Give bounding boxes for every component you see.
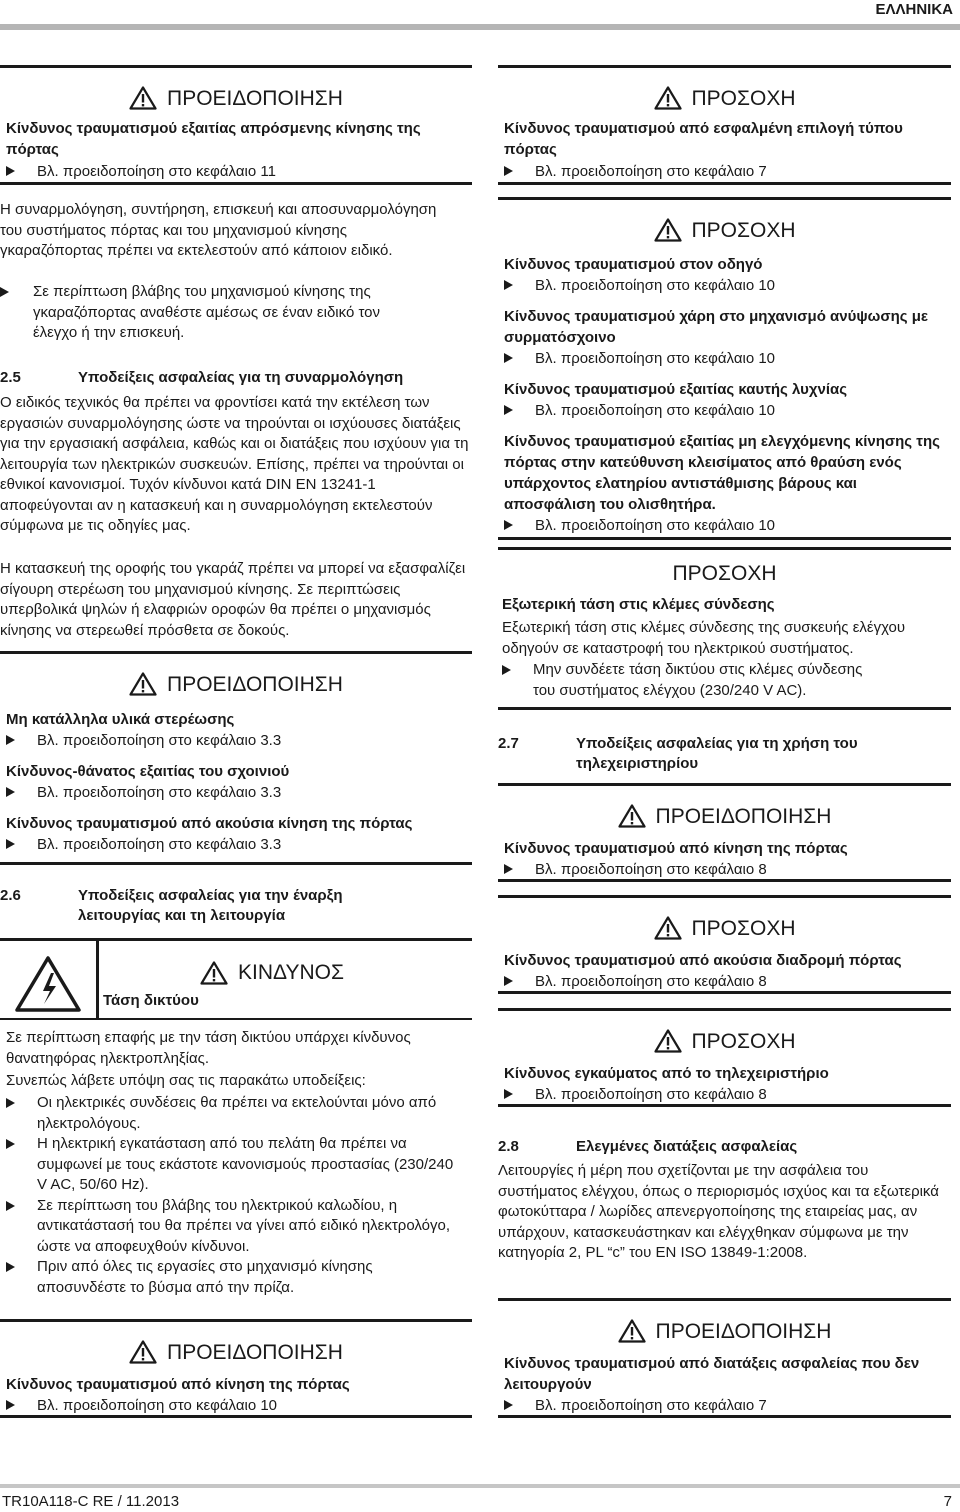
hazard-text: Κίνδυνος εγκαύματος από το τηλεχειριστήριο	[504, 1065, 829, 1082]
header-rule	[0, 24, 960, 30]
arrow-icon	[504, 166, 513, 176]
arrow-icon	[504, 864, 513, 874]
warning-title: ΠΡΟΕΙΔΟΠΟΙΗΣΗ	[167, 1340, 343, 1364]
section-title: Υποδείξεις ασφαλείας για την έναρξη λειτουργίας και τη λειτουργία	[78, 887, 343, 924]
bullet-text: Σε περίπτωση βλάβης του μηχανισμού κίνησης της γκαραζόπορτας αναθέστε αμέσως σε έναν ειδικό τον έλεγχο ή την επισκευή.	[33, 283, 381, 341]
caution-box-door-type	[498, 65, 951, 185]
section-title: Υποδείξεις ασφαλείας για τη χρήση του τηλεχειριστηρίου	[576, 735, 858, 772]
caution-box-unintended-travel	[498, 895, 951, 994]
warning-title: ΠΡΟΕΙΔΟΠΟΙΗΣΗ	[167, 672, 343, 696]
caution-box-burn	[498, 1008, 951, 1107]
reference-text: Βλ. προειδοποίηση στο κεφάλαιο 8	[535, 1086, 767, 1103]
warning-box-moving-door	[0, 65, 472, 185]
danger-rule	[0, 1018, 472, 1020]
hazard-text: Κίνδυνος τραυματισμού στον οδηγό	[504, 256, 763, 273]
list-item: Πριν από όλες τις εργασίες στο μηχανισμό κίνησης αποσυνδέστε το βύσμα από την πρίζα.	[6, 1257, 462, 1298]
reference-text: Βλ. προειδοποίηση στο κεφάλαιο 10	[535, 517, 776, 534]
warning-triangle-icon	[654, 86, 682, 110]
warning-triangle-icon	[618, 1319, 646, 1343]
footer-rule	[0, 1484, 960, 1488]
danger-paragraph-1: Σε περίπτωση επαφής με την τάση δικτύου υπάρχει κίνδυνος θανατηφόρας ηλεκτροπληξίας.	[6, 1029, 411, 1067]
warning-triangle-icon	[654, 1029, 682, 1053]
arrow-icon	[6, 735, 15, 745]
warning-box-mounting	[0, 651, 472, 865]
warning-triangle-icon	[654, 218, 682, 242]
arrow-icon	[6, 1098, 15, 1108]
caution-title: ΠΡΟΣΟΧΗ	[691, 916, 796, 940]
list-item: Οι ηλεκτρικές συνδέσεις θα πρέπει να εκτελούνται μόνο από ηλεκτρολόγους.	[6, 1093, 462, 1134]
hazard-text: Κίνδυνος-θάνατος εξαιτίας του σχοινιού	[6, 763, 290, 780]
section-number: 2.5	[0, 369, 21, 386]
reference-text: Βλ. προειδοποίηση στο κεφάλαιο 7	[535, 1397, 767, 1414]
hazard-text: Κίνδυνος τραυματισμού από ακούσια διαδρομή πόρτας	[504, 952, 902, 969]
list-item: Η ηλεκτρική εγκατάσταση από του πελάτη θα πρέπει να συμφωνεί με τους εκάστοτε κανονισμούς προστασίας (230/240 V AC, 50/60 Hz).	[6, 1134, 462, 1196]
section-number: 2.6	[0, 887, 21, 904]
caution-title: ΠΡΟΣΟΧΗ	[672, 562, 777, 585]
section-2-8-paragraph: Λειτουργίες ή μέρη που σχετίζονται με την ασφάλεια του συστήματος ελέγχου, όπως ο περιορισμός ισχύος και τα εξωτερικά φωτοκύτταρα / λωρίδες απενεργοποίησης της εταιρείας μας, αν υπάρχουν, κατασκευάστηκαν και ελέγχθηκαν σύμφωνα με την κατηγορία 2, PL “c” του EN ISO 13849-1:2008.	[498, 1162, 939, 1261]
reference-text: Βλ. προειδοποίηση στο κεφάλαιο 10	[535, 402, 776, 419]
reference-text: Βλ. προειδοποίηση στο κεφάλαιο 8	[535, 861, 767, 878]
danger-paragraph-2: Συνεπώς λάβετε υπόψη σας τις παρακάτω υποδείξεις:	[6, 1072, 366, 1089]
attention-subtitle: Εξωτερική τάση στις κλέμες σύνδεσης	[502, 596, 775, 613]
arrow-icon	[6, 1201, 15, 1211]
arrow-icon	[504, 1400, 513, 1410]
attention-paragraph: Εξωτερική τάση στις κλέμες σύνδεσης της συσκευής ελέγχου οδηγούν σε καταστροφή του ηλεκτρικού συστήματος.	[502, 619, 906, 657]
list-item: Σε περίπτωση του βλάβης του ηλεκτρικού καλωδίου, η αντικατάστασή του θα πρέπει να γίνει από ειδικό ηλεκτρολόγο, ώστε να αποφευχθούν κίνδυνοι.	[6, 1196, 462, 1258]
attention-bullet: Μην συνδέετε τάση δικτύου στις κλέμες σύνδεσης του συστήματος ελέγχου (230/240 V AC).	[502, 660, 882, 701]
reference-text: Βλ. προειδοποίηση στο κεφάλαιο 11	[37, 163, 276, 180]
hazard-text: Κίνδυνος τραυματισμού εξαιτίας απρόσμενης κίνησης της πόρτας	[6, 120, 421, 158]
intro-bullet	[0, 282, 420, 344]
danger-label: Τάση δικτύου	[103, 992, 199, 1009]
arrow-icon	[6, 787, 15, 797]
arrow-icon	[6, 839, 15, 849]
hazard-text: Μη κατάλληλα υλικά στερέωσης	[6, 711, 235, 728]
arrow-icon	[6, 1139, 15, 1149]
reference-text: Βλ. προειδοποίηση στο κεφάλαιο 10	[535, 350, 776, 367]
arrow-icon	[504, 280, 513, 290]
hazard-text: Κίνδυνος τραυματισμού από εσφαλμένη επιλογή τύπου πόρτας	[504, 120, 903, 158]
section-2-5-paragraph-2: Η κατασκευή της οροφής του γκαράζ πρέπει να μπορεί να εξασφαλίζει σίγουρη στερέωση του μηχανισμού κίνησης. Σε περιπτώσεις υπερβολικά ψηλών ή ελαφριών οροφών θα πρέπει ο μηχανισμός κίνησης να στερεωθεί πρόσθετα σε δοκούς.	[0, 560, 466, 639]
electric-hazard-icon	[14, 955, 82, 1013]
hazard-text: Κίνδυνος τραυματισμού από ακούσια κίνηση της πόρτας	[6, 815, 413, 832]
danger-bullet-list	[6, 1093, 462, 1298]
warning-title: ΠΡΟΕΙΔΟΠΟΙΗΣΗ	[655, 1319, 832, 1343]
document-code: TR10A118-C RE / 11.2013	[2, 1493, 180, 1510]
section-2-6-heading	[0, 886, 472, 926]
reference-text: Βλ. προειδοποίηση στο κεφάλαιο 8	[535, 973, 767, 990]
arrow-icon	[502, 665, 511, 675]
reference-text: Βλ. προειδοποίηση στο κεφάλαιο 3.3	[37, 784, 282, 801]
hazard-text: Κίνδυνος τραυματισμού από κίνηση της πόρτας	[6, 1376, 350, 1393]
warning-triangle-icon	[129, 672, 157, 696]
hazard-text: Κίνδυνος τραυματισμού από διατάξεις ασφαλείας που δεν λειτουργούν	[504, 1355, 920, 1393]
warning-box-safety-devices	[498, 1298, 951, 1418]
reference-text: Βλ. προειδοποίηση στο κεφάλαιο 3.3	[37, 732, 282, 749]
warning-box-remote	[498, 783, 951, 882]
arrow-icon	[504, 353, 513, 363]
caution-box-operator	[498, 197, 951, 540]
arrow-icon	[6, 1262, 15, 1272]
section-2-5-heading	[0, 368, 472, 388]
arrow-icon	[504, 976, 513, 986]
hazard-text: Κίνδυνος τραυματισμού εξαιτίας καυτής λυχνίας	[504, 381, 848, 398]
intro-paragraph: Η συναρμολόγηση, συντήρηση, επισκευή και αποσυναρμολόγηση του συστήματος πόρτας και του μηχανισμού κίνησης γκαραζόπορτας πρέπει να εκτελεστούν από κάποιον ειδικό.	[0, 201, 437, 259]
caution-box-external-voltage	[498, 547, 951, 710]
hazard-text: Κίνδυνος τραυματισμού από κίνηση της πόρτας	[504, 840, 848, 857]
section-2-8-heading	[498, 1137, 951, 1157]
section-number: 2.7	[498, 735, 519, 752]
section-2-5-paragraph-1: Ο ειδικός τεχνικός θα πρέπει να φροντίσει κατά την εκτέλεση των εργασιών συναρμολόγησης ώστε να τηρούνται οι ισχύουσες διατάξεις για την εργασιακή ασφάλεια, καθώς και οι διατάξεις που ισχύουν για τη λειτουργία των ηλεκτρικών συσκευών. Επίσης, πρέπει να τηρούνται οι εθνικοί κανονισμοί. Τυχόν κίνδυνοι κατά DIN EN 13241-1 αποφεύγονται αν η κατασκευή και η συναρμολόγηση εκτελεστούν σύμφωνα με τις οδηγίες μας.	[0, 394, 469, 534]
reference-text: Βλ. προειδοποίηση στο κεφάλαιο 3.3	[37, 836, 282, 853]
danger-divider	[96, 938, 99, 1020]
caution-title: ΠΡΟΣΟΧΗ	[691, 218, 796, 242]
warning-triangle-icon	[200, 961, 228, 985]
warning-triangle-icon	[654, 916, 682, 940]
section-2-7-heading	[498, 734, 951, 774]
section-title: Ελεγμένες διατάξεις ασφαλείας	[576, 1138, 798, 1155]
warning-title: ΠΡΟΕΙΔΟΠΟΙΗΣΗ	[167, 86, 343, 110]
warning-triangle-icon	[129, 86, 157, 110]
arrow-icon	[504, 405, 513, 415]
section-title: Υποδείξεις ασφαλείας για τη συναρμολόγηση	[78, 369, 404, 386]
reference-text: Βλ. προειδοποίηση στο κεφάλαιο 10	[37, 1397, 278, 1414]
danger-box	[0, 938, 472, 1020]
reference-text: Βλ. προειδοποίηση στο κεφάλαιο 10	[535, 277, 776, 294]
caution-title: ΠΡΟΣΟΧΗ	[691, 86, 796, 110]
arrow-icon	[504, 1089, 513, 1099]
hazard-text: Κίνδυνος τραυματισμού εξαιτίας μη ελεγχόμενης κίνησης της πόρτας στην κατεύθυνση κλεισίματος από θραύση ενός υπάρχοντος ελατηρίου αντιστάθμισης βάρους και αποσφάλιση του ολισθητήρα.	[504, 433, 940, 513]
arrow-icon	[504, 520, 513, 530]
caution-title: ΠΡΟΣΟΧΗ	[691, 1029, 796, 1053]
section-number: 2.8	[498, 1138, 519, 1155]
arrow-icon	[0, 287, 9, 297]
arrow-icon	[6, 166, 15, 176]
hazard-text: Κίνδυνος τραυματισμού χάρη στο μηχανισμό ανύψωσης με συρματόσχοινο	[504, 308, 929, 346]
danger-title: ΚΙΝΔΥΝΟΣ	[238, 961, 344, 984]
warning-triangle-icon	[618, 804, 646, 828]
page-number: 7	[943, 1493, 952, 1510]
reference-text: Βλ. προειδοποίηση στο κεφάλαιο 7	[535, 163, 767, 180]
language-label: ΕΛΛΗΝΙΚΑ	[875, 1, 953, 18]
warning-triangle-icon	[129, 1340, 157, 1364]
warning-box-door-motion	[0, 1319, 472, 1418]
arrow-icon	[6, 1400, 15, 1410]
warning-title: ΠΡΟΕΙΔΟΠΟΙΗΣΗ	[655, 804, 832, 828]
